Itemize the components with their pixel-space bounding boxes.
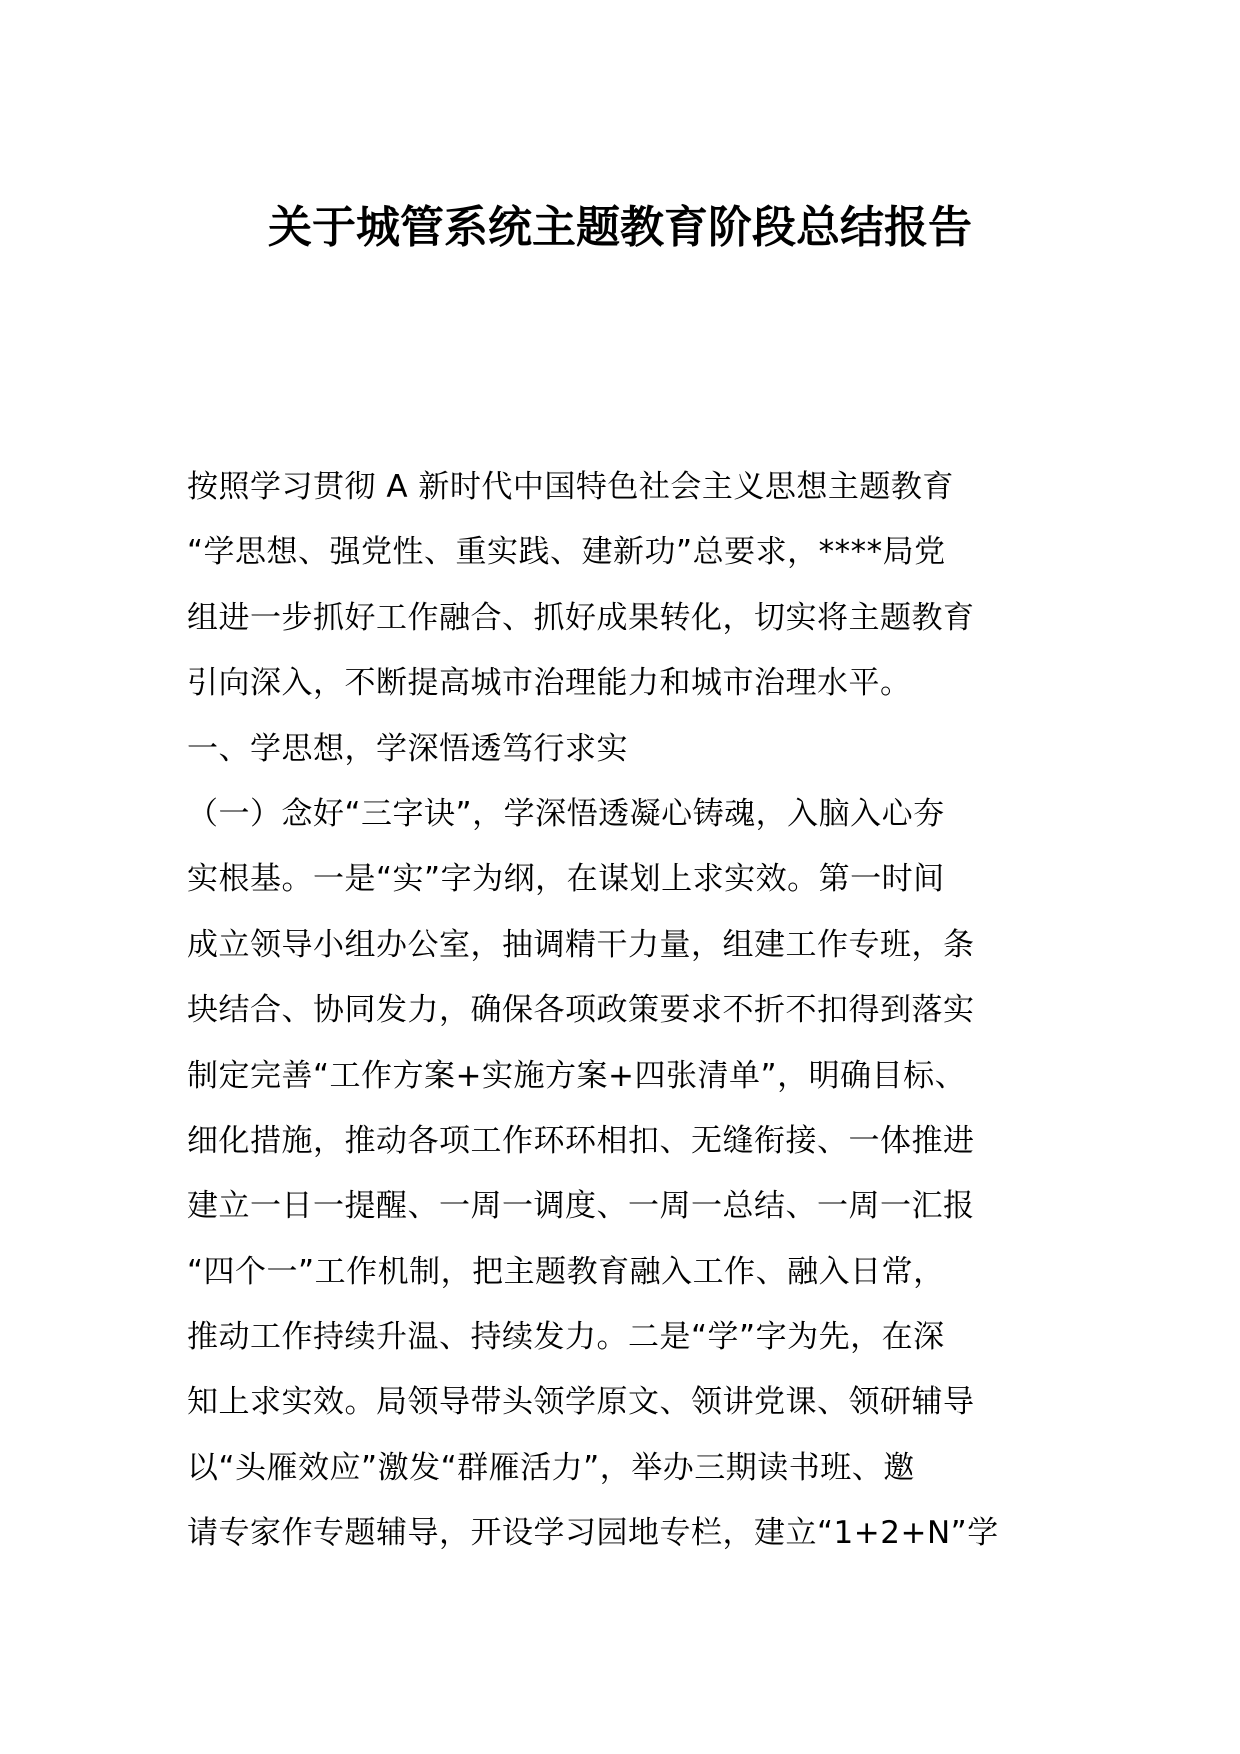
body-line: 按照学习贯彻 A 新时代中国特色社会主义思想主题教育 (187, 469, 954, 505)
body-line: 知上求实效。局领导带头领学原文、领讲党课、领研辅导 (187, 1384, 975, 1421)
body-line: 组进一步抓好工作融合、抓好成果转化，切实将主题教育 (187, 599, 975, 636)
body-line: 以“头雁效应”激发“群雁活力”，举办三期读书班、邀 (187, 1449, 915, 1486)
subsection-heading-line: （一）念好“三字诀”，学深悟透凝心铸魂，入脑入心夯 (187, 795, 945, 832)
body-line: “四个一”工作机制，把主题教育融入工作、融入日常， (187, 1253, 945, 1290)
body-line: “学思想、强党性、重实践、建新功”总要求，****局党 (187, 534, 946, 571)
body-line: 细化措施，推动各项工作环环相扣、无缝衔接、一体推进 (187, 1122, 975, 1159)
body-line: 建立一日一提醒、一周一调度、一周一总结、一周一汇报 (187, 1188, 975, 1225)
body-line: 制定完善“工作方案+实施方案+四张清单”，明确目标、 (187, 1057, 967, 1094)
body-line: 推动工作持续升温、持续发力。二是“学”字为先，在深 (187, 1319, 945, 1356)
body-line: 引向深入，不断提高城市治理能力和城市治理水平。 (187, 665, 912, 702)
body-line: 成立领导小组办公室，抽调精干力量，组建工作专班，条 (187, 926, 975, 963)
body-line: 实根基。一是“实”字为纲，在谋划上求实效。第一时间 (187, 861, 945, 898)
body-line: 块结合、协同发力，确保各项政策要求不折不扣得到落实 (187, 992, 975, 1029)
section-heading: 一、学思想，学深悟透笃行求实 (187, 730, 628, 767)
document-body (187, 455, 1067, 1567)
document-title: 关于城管系统主题教育阶段总结报告 (268, 202, 972, 253)
body-line: 请专家作专题辅导，开设学习园地专栏，建立“1+2+N”学 (187, 1515, 999, 1552)
